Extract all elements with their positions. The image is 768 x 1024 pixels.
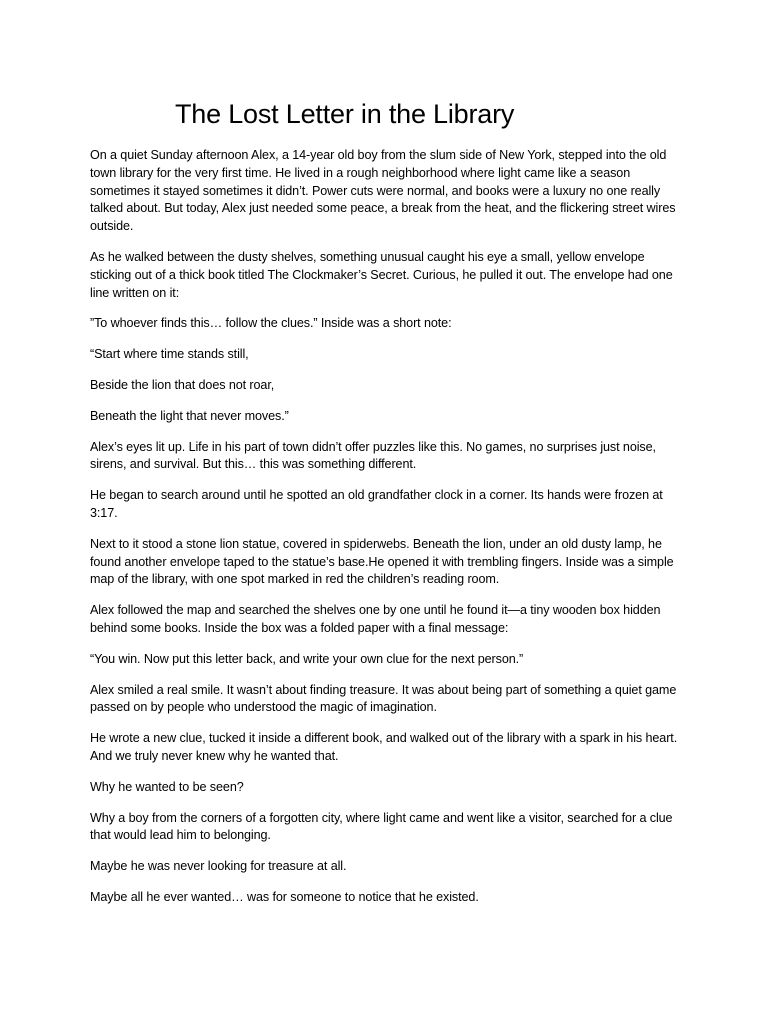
document-body [90,147,682,920]
paragraph: Why he wanted to be seen? [90,779,244,794]
paragraph: Alex followed the map and searched the shelves one by one until he found it—a tiny wooden box hidden behind some books. Inside the box was a folded paper with a final message: [90,603,661,635]
paragraph: ”To whoever finds this… follow the clues.” Inside was a short note: [90,316,452,331]
paragraph: As he walked between the dusty shelves, something unusual caught his eye a small, yellow envelope sticking out of a thick book titled The Clockmaker’s Secret. Curious, he pulled it out. The envelope had one line written on it: [90,249,673,300]
paragraph: Maybe he was never looking for treasure at all. [90,859,347,874]
paragraph: “Start where time stands still, [90,347,249,362]
paragraph: Beside the lion that does not roar, [90,377,275,392]
paragraph: He wrote a new clue, tucked it inside a different book, and walked out of the library with a spark in his heart. And we truly never knew why he wanted that. [90,731,678,763]
document-title: The Lost Letter in the Library [175,99,515,129]
paragraph: Beneath the light that never moves.” [90,408,289,423]
paragraph: “You win. Now put this letter back, and write your own clue for the next person.” [90,651,524,666]
paragraph: On a quiet Sunday afternoon Alex, a 14-year old boy from the slum side of New York, stepped into the old town library for the very first time. He lived in a rough neighborhood where light came like a season sometimes it stayed sometimes it didn’t. Power cuts were normal, and books were a luxury no one really talked about. But today, Alex just needed some peace, a break from the heat, and the flickering street wires outside. [90,148,676,234]
paragraph: He began to search around until he spotted an old grandfather clock in a corner. Its hands were frozen at 3:17. [90,488,663,520]
paragraph: Next to it stood a stone lion statue, covered in spiderwebs. Beneath the lion, under an old dusty lamp, he found another envelope taped to the statue’s base.He opened it with trembling fingers. Inside was a simple map of the library, with one spot marked in red the children’s reading room. [90,536,674,587]
paragraph: Alex’s eyes lit up. Life in his part of town didn’t offer puzzles like this. No games, no surprises just noise, sirens, and survival. But this… this was something different. [90,439,656,472]
paragraph: Why a boy from the corners of a forgotten city, where light came and went like a visitor, searched for a clue that would lead him to belonging. [90,810,673,843]
paragraph: Maybe all he ever wanted… was for someone to notice that he existed. [90,889,479,904]
paragraph: Alex smiled a real smile. It wasn’t about finding treasure. It was about being part of something a quiet game passed on by people who understood the magic of imagination. [90,682,677,715]
